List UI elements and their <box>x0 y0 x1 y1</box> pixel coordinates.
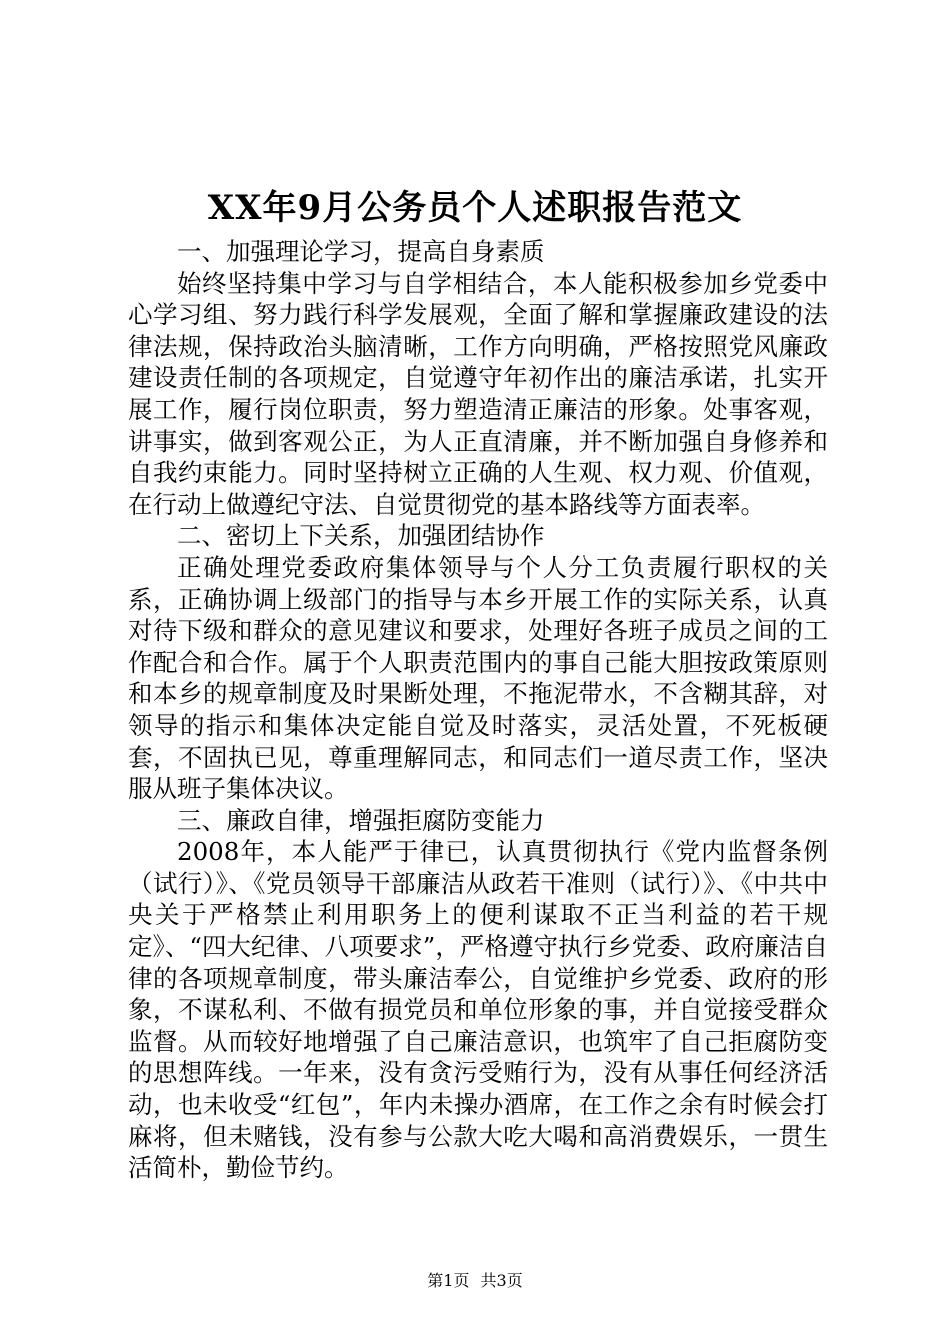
section-heading-3: 三、廉政自律，增强拒腐防变能力 <box>177 805 545 835</box>
page-footer <box>0 1271 950 1291</box>
page-title: XX年9月公务员个人述职报告范文 <box>207 188 743 228</box>
section-heading-2: 二、密切上下关系，加强团结协作 <box>177 521 545 551</box>
document-body <box>128 236 828 1184</box>
paragraph-3: 2008年，本人能严于律已，认真贯彻执行《党内监督条例（试行）》、《党员领导干部廉洁从政若干准则（试行）》、《中共中央关于严格禁止利用职务上的便利谋取不正当利益的若干规定》、“四大纪律、八项要求”，严格遵守执行乡党委、政府廉洁自律的各项规章制度，带头廉洁奉公，自觉维护乡党委、政府的形象，不谋私利、不做有损党员和单位形象的事，并自觉接受群众监督。从而较好地增强了自己廉洁意识，也筑牢了自己拒腐防变的思想阵线。一年来，没有贪污受贿行为，没有从事任何经济活动，也未收受“红包”，年内未操办酒席，在工作之余有时候会打麻将，但未赌钱，没有参与公款大吃大喝和高消费娱乐，一贯生活简朴，勤俭节约。 <box>128 837 828 1183</box>
page-total: 共3页 <box>480 1271 523 1290</box>
paragraph-2: 正确处理党委政府集体领导与个人分工负责履行职权的关系，正确协调上级部门的指导与本乡开展工作的实际关系，认真对待下级和群众的意见建议和要求，处理好各班子成员之间的工作配合和合作。属于个人职责范围内的事自己能大胆按政策原则和本乡的规章制度及时果断处理，不拖泥带水，不含糊其辞，对领导的指示和集体决定能自觉及时落实，灵活处置，不死板硬套，不固执已见，尊重理解同志，和同志们一道尽责工作，坚决服从班子集体决议。 <box>128 552 828 804</box>
page-number: 第1页 <box>427 1271 470 1290</box>
section-heading-1: 一、加强理论学习，提高自身素质 <box>177 237 545 266</box>
paragraph-1: 始终坚持集中学习与自学相结合，本人能积极参加乡党委中心学习组、努力践行科学发展观，全面了解和掌握廉政建设的法律法规，保持政治头脑清晰，工作方向明确，严格按照党风廉政建设责任制的各项规定，自觉遵守年初作出的廉洁承诺，扎实开展工作，履行岗位职责，努力塑造清正廉洁的形象。处事客观，讲事实，做到客观公正，为人正直清廉，并不断加强自身修养和自我约束能力。同时坚持树立正确的人生观、权力观、价值观，在行动上做遵纪守法、自觉贯彻党的基本路线等方面表率。 <box>128 268 828 519</box>
